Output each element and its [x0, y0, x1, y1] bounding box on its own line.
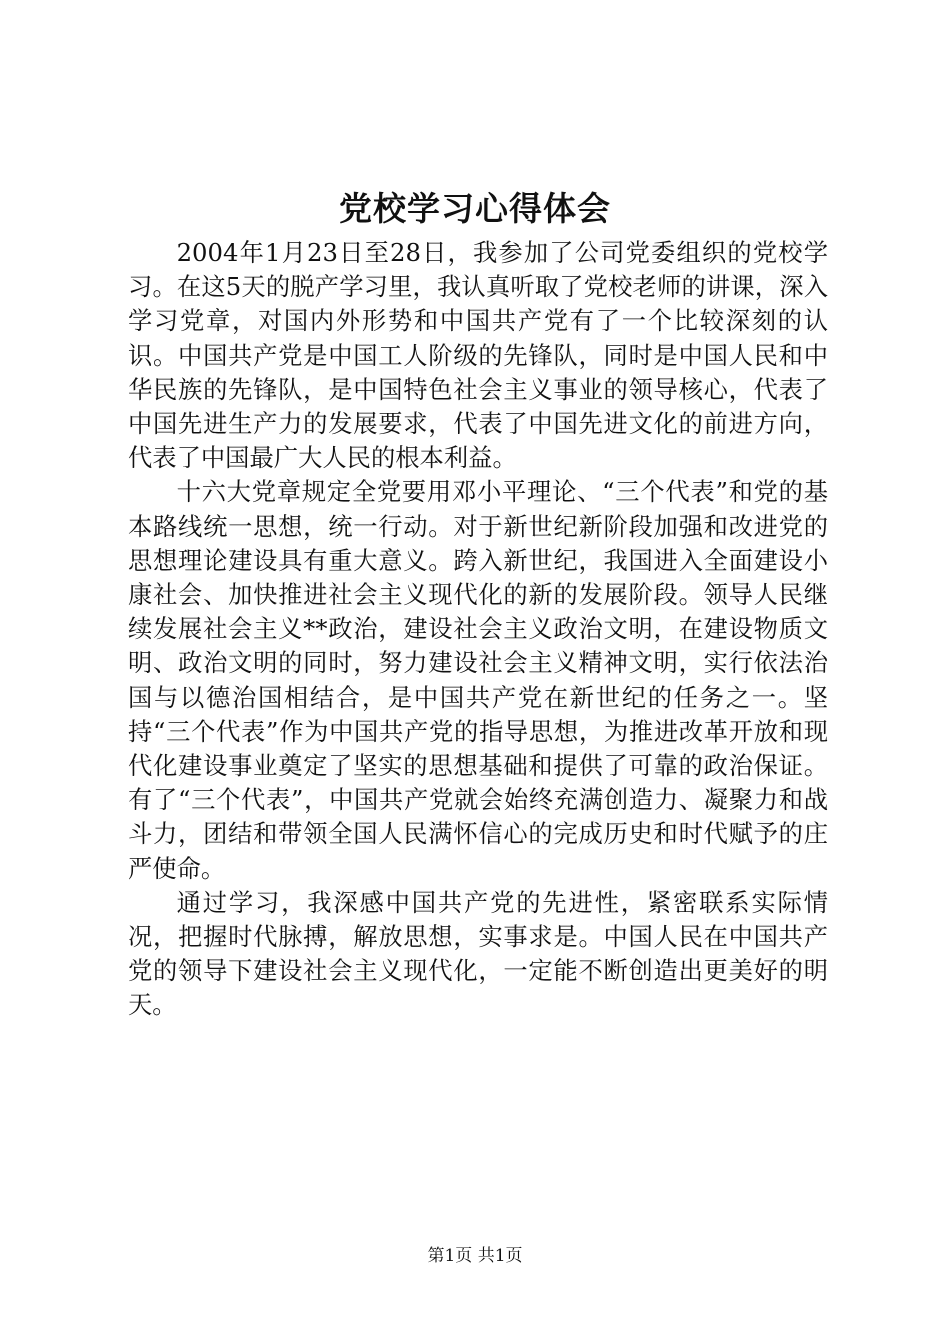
paragraph-3: 通过学习，我深感中国共产党的先进性，紧密联系实际情况，把握时代脉搏，解放思想，实事求是。中国人民在中国共产党的领导下建设社会主义现代化，一定能不断创造出更美好的明天。 [128, 887, 828, 1020]
paragraph-1: 2004年1月23日至28日，我参加了公司党委组织的党校学习。在这5天的脱产学习里，我认真听取了党校老师的讲课，深入学习党章，对国内外形势和中国共产党有了一个比较深刻的认识。中国共产党是中国工人阶级的先锋队，同时是中国人民和中华民族的先锋队，是中国特色社会主义事业的领导核心，代表了中国先进生产力的发展要求，代表了中国先进文化的前进方向，代表了中国最广大人民的根本利益。 [128, 238, 828, 473]
document-body [128, 236, 828, 1023]
paragraph-2: 十六大党章规定全党要用邓小平理论、“三个代表”和党的基本路线统一思想，统一行动。对于新世纪新阶段加强和改进党的思想理论建设具有重大意义。跨入新世纪，我国进入全面建设小康社会、加快推进社会主义现代化的新的发展阶段。领导人民继续发展社会主义**政治，建设社会主义政治文明，在建设物质文明、政治文明的同时，努力建设社会主义精神文明，实行依法治国与以德治国相结合，是中国共产党在新世纪的任务之一。坚持“三个代表”作为中国共产党的指导思想，为推进改革开放和现代化建设事业奠定了坚实的思想基础和提供了可靠的政治保证。有了“三个代表”，中国共产党就会始终充满创造力、凝聚力和战斗力，团结和带领全国人民满怀信心的完成历史和时代赋予的庄严使命。 [128, 477, 828, 883]
page-footer: 第1页 共1页 [427, 1246, 523, 1266]
document-title: 党校学习心得体会 [339, 189, 611, 228]
